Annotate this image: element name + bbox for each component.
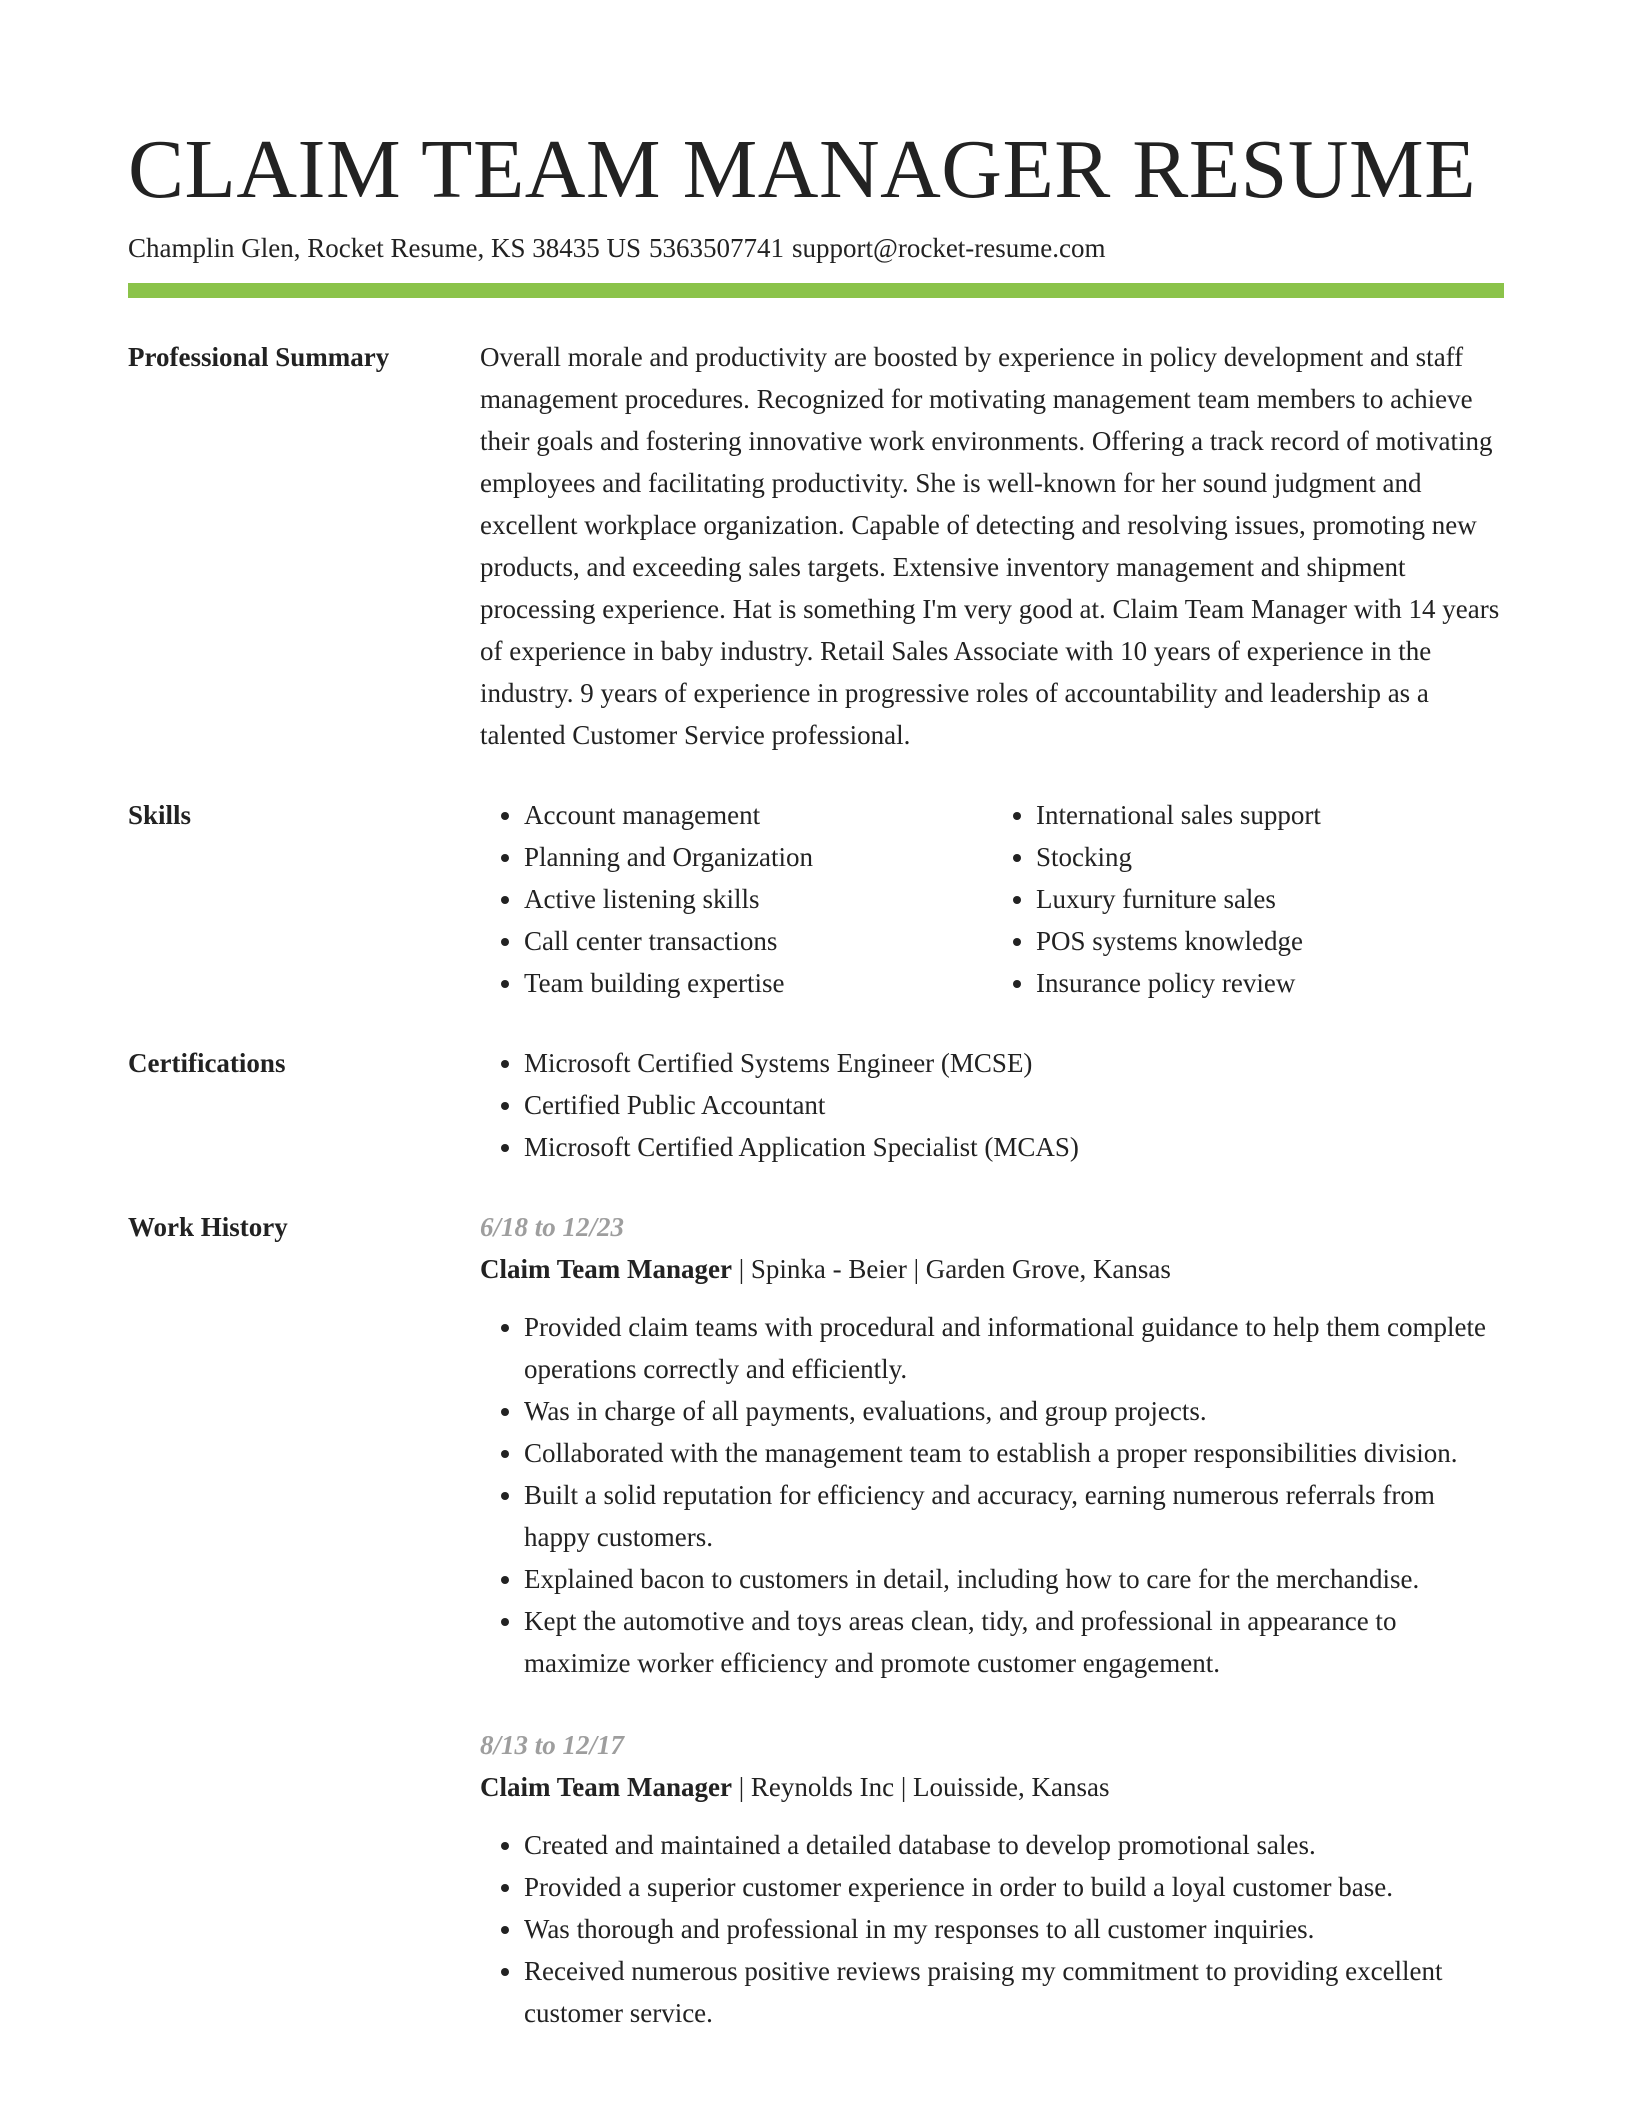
job-heading [480, 1248, 1504, 1290]
skill-item: • POS systems knowledge [1036, 920, 1504, 962]
job-bullets [480, 1824, 1504, 2034]
job-bullet: • Collaborated with the management team to establish a proper responsibilities division. [524, 1432, 1504, 1474]
certifications-label: Certifications [128, 1048, 286, 1078]
summary-section [128, 336, 1504, 756]
resume-title: CLAIM TEAM MANAGER RESUME [128, 123, 1477, 216]
work-history-label: Work History [128, 1212, 288, 1242]
contact-address: Champlin Glen, Rocket Resume, KS 38435 US [128, 233, 641, 263]
certification-item: • Microsoft Certified Application Specialist (MCAS) [524, 1126, 1504, 1168]
skill-item: • Active listening skills [524, 878, 992, 920]
job-bullets [480, 1306, 1504, 1684]
job-title: Claim Team Manager [480, 1254, 732, 1284]
job-bullet: • Was in charge of all payments, evaluations, and group projects. [524, 1390, 1504, 1432]
skill-item: • Planning and Organization [524, 836, 992, 878]
skill-item: • Luxury furniture sales [1036, 878, 1504, 920]
certifications-body [480, 1042, 1504, 1168]
header-divider [128, 283, 1504, 298]
contact-phone: 5363507741 [648, 233, 784, 263]
skill-item: • Insurance policy review [1036, 962, 1504, 1004]
job-bullet: • Created and maintained a detailed database to develop promotional sales. [524, 1824, 1504, 1866]
job-title: Claim Team Manager [480, 1772, 732, 1802]
job-details: | Spinka - Beier | Garden Grove, Kansas [731, 1254, 1171, 1284]
job-dates: 8/13 to 12/17 [480, 1730, 625, 1760]
job-details: | Reynolds Inc | Louisside, Kansas [731, 1772, 1110, 1802]
contact-line [128, 230, 1504, 266]
job-heading [480, 1766, 1504, 1808]
skill-item: • Stocking [1036, 836, 1504, 878]
skill-item: • International sales support [1036, 794, 1504, 836]
skill-item: • Team building expertise [524, 962, 992, 1004]
work-history-section [128, 1206, 1504, 2074]
summary-label: Professional Summary [128, 342, 390, 372]
summary-text: Overall morale and productivity are boosted by experience in policy development and staff management procedures. Recognized for motivating management team members to achieve their goals and fostering innovative work environments. Offering a track record of motivating employees and facilitating productivity. She is well-known for her sound judgment and excellent workplace organization. Capable of detecting and resolving issues, promoting new products, and exceeding sales targets. Extensive inventory management and shipment processing experience. Hat is something I'm very good at. Claim Team Manager with 14 years of experience in baby industry. Retail Sales Associate with 10 years of experience in the industry. 9 years of experience in progressive roles of accountability and leadership as a talented Customer Service professional. [480, 342, 1500, 750]
summary-body [480, 336, 1504, 756]
certifications-section [128, 1042, 1504, 1168]
job-entry [480, 1206, 1504, 1684]
skill-item: • Account management [524, 794, 992, 836]
job-bullet: • Kept the automotive and toys areas clean, tidy, and professional in appearance to maximize worker efficiency and promote customer engagement. [524, 1600, 1504, 1684]
job-bullet: • Was thorough and professional in my responses to all customer inquiries. [524, 1908, 1504, 1950]
job-bullet: • Explained bacon to customers in detail, including how to care for the merchandise. [524, 1558, 1504, 1600]
job-bullet: • Provided a superior customer experience in order to build a loyal customer base. [524, 1866, 1504, 1908]
resume-page [128, 120, 1504, 2074]
certification-item: • Certified Public Accountant [524, 1084, 1504, 1126]
job-bullet: • Received numerous positive reviews praising my commitment to providing excellent customer service. [524, 1950, 1504, 2034]
job-dates: 6/18 to 12/23 [480, 1212, 625, 1242]
contact-email: support@rocket-resume.com [791, 233, 1106, 263]
skill-item: • Call center transactions [524, 920, 992, 962]
skills-body [480, 794, 1504, 1004]
job-bullet: • Built a solid reputation for efficiency and accuracy, earning numerous referrals from happy customers. [524, 1474, 1504, 1558]
work-history-body [480, 1206, 1504, 2074]
job-entry [480, 1724, 1504, 2034]
skills-label: Skills [128, 800, 192, 830]
skills-section [128, 794, 1504, 1004]
job-bullet: • Provided claim teams with procedural and informational guidance to help them complete operations correctly and efficiently. [524, 1306, 1504, 1390]
skills-list-right [992, 794, 1504, 1004]
certification-item: • Microsoft Certified Systems Engineer (MCSE) [524, 1042, 1504, 1084]
certifications-list [480, 1042, 1504, 1168]
skills-list-left [480, 794, 992, 1004]
